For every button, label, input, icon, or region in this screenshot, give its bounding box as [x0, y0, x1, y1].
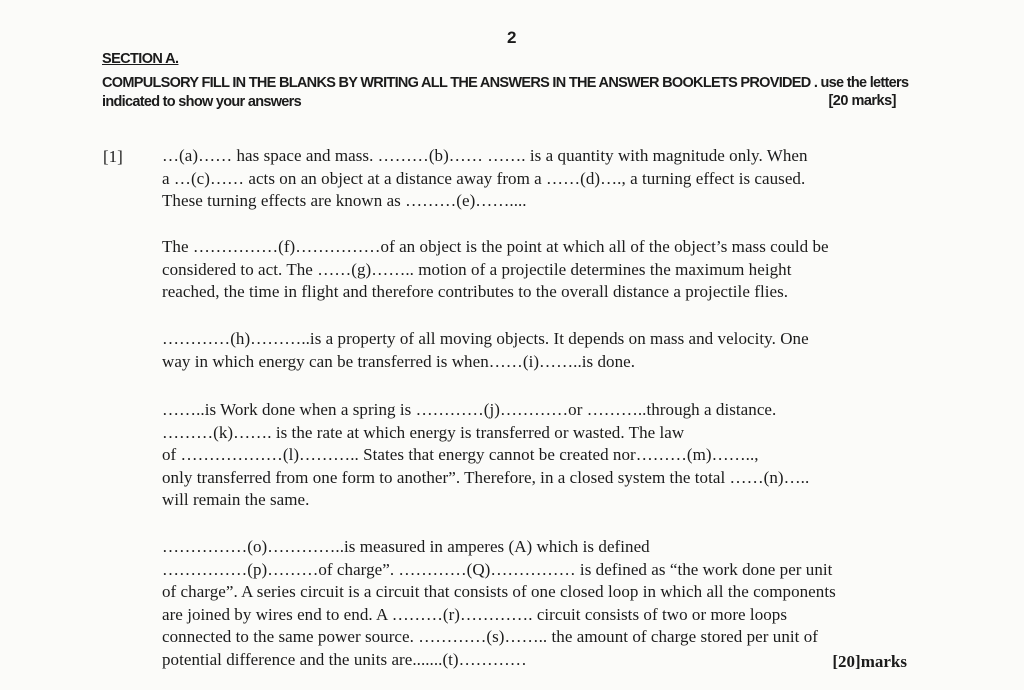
- instructions-line: COMPULSORY FILL IN THE BLANKS BY WRITING ALL THE ANSWERS IN THE ANSWER BOOKLETS PROVIDED . use the letters: [102, 75, 909, 91]
- paragraph-centre-of-mass: [162, 236, 962, 304]
- section-marks: [20 marks]: [828, 93, 896, 109]
- instructions-line: indicated to show your answers: [102, 94, 301, 110]
- question-number: [1]: [103, 147, 123, 166]
- text-line: ……………(p)………of charge”. …………(Q)…………… is defined as “the work done per unit: [162, 559, 833, 579]
- paragraph-mass-moments: [162, 145, 962, 213]
- text-line: of charge”. A series circuit is a circuit that consists of one closed loop in which all the components: [162, 582, 836, 601]
- text-line: …………(h)………..is a property of all moving objects. It depends on mass and velocity. One: [162, 329, 809, 348]
- section-title: SECTION A.: [102, 51, 179, 67]
- text-line: are joined by wires end to end. A ………(r)…………. circuit consists of two or more loops: [162, 604, 788, 624]
- text-line: ………(k)……. is the rate at which energy is transferred or wasted. The law: [162, 422, 685, 442]
- text-line: a …(c)…… acts on an object at a distance away from a ……(d)…., a turning effect is caused.: [162, 168, 806, 188]
- text-line: will remain the same.: [162, 490, 310, 509]
- text-line: …(a)…… has space and mass. ………(b)…… ……. is a quantity with magnitude only. When: [162, 146, 808, 165]
- text-line: connected to the same power source. …………(s)…….. the amount of charge stored per unit of: [162, 627, 818, 646]
- text-line: only transferred from one form to another”. Therefore, in a closed system the total ……(n)…..: [162, 467, 810, 487]
- page-number: 2: [507, 28, 517, 47]
- text-line: of ………………(l)……….. States that energy cannot be created nor………(m)……..,: [162, 445, 759, 464]
- text-line: ……..is Work done when a spring is …………(j)…………or ………..through a distance.: [162, 400, 777, 419]
- text-line: reached, the time in flight and therefore contributes to the overall distance a projectile flies.: [162, 282, 789, 301]
- instructions: [102, 74, 937, 112]
- question-marks: [20]marks: [832, 652, 907, 671]
- text-line: way in which energy can be transferred is when……(i)……..is done.: [162, 351, 636, 371]
- text-line: considered to act. The ……(g)…….. motion of a projectile determines the maximum height: [162, 259, 792, 279]
- paragraph-momentum: [162, 328, 962, 373]
- paragraph-energy: [162, 399, 962, 512]
- text-line: ……………(o)…………..is measured in amperes (A) which is defined: [162, 537, 650, 556]
- text-line: These turning effects are known as ………(e)……....: [162, 191, 527, 210]
- paragraph-electricity: [162, 536, 962, 671]
- text-line: The ……………(f)……………of an object is the point at which all of the object’s mass could be: [162, 237, 829, 256]
- text-line: potential difference and the units are.......(t)…………: [162, 649, 527, 669]
